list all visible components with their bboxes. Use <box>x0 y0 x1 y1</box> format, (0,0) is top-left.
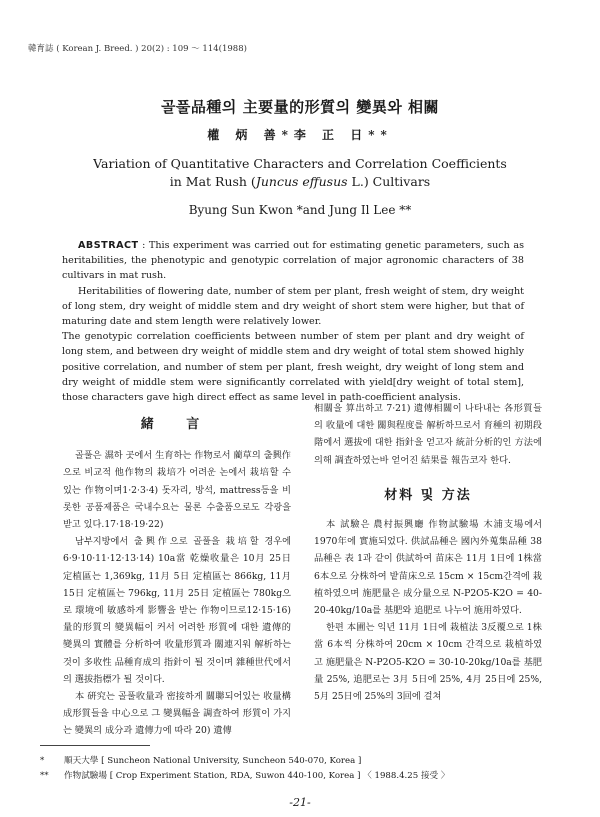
intro-paragraph-3: 本 硏究는 골풀收量과 密接하게 關聯되어있는 收量構成形質들을 中心으로 그 變異幅을 調査하여 形質이 가지는 變異의 成分과 遺傳力에 따라 20) 遺傳 <box>63 691 291 737</box>
abstract-paragraph-2: Heritabilities of flowering date, number of stem per plant, fresh weight of stem, dry weight of long stem, dry weight of middle stem and dry weight of short stem were higher, but that of maturing date and stem length were relatively lower. <box>62 285 524 328</box>
abstract-paragraph-1 <box>62 238 524 284</box>
left-column <box>63 400 291 740</box>
abstract-text-1: : This experiment was carried out for estimating genetic parameters, such as heritabilities, the phenotypic and genotypic correlation of major agronomic characters of 38 cultivars in mat rush. <box>62 240 524 282</box>
english-authors: Byung Sun Kwon *and Jung Il Lee ** <box>188 203 412 217</box>
footnote-1-mark: * <box>40 756 45 766</box>
footnote-1-text: 順天大學 [ Suncheon National University, Suncheon 540-070, Korea ] <box>64 756 362 766</box>
footnotes <box>40 754 560 784</box>
footnote-2 <box>40 769 560 784</box>
korean-authors: 權 炳 善*李 正 日** <box>207 128 393 142</box>
english-title-line-1: Variation of Quantitative Characters and Correlation Coefficients <box>93 156 507 171</box>
introduction-heading: 緒 言 <box>140 417 214 432</box>
journal-citation: 韓育誌 ( Korean J. Breed. ) 20(2) : 109 ～ 114(1988) <box>28 44 247 54</box>
intro-paragraph-1: 골풀은 濕하 곳에서 生育하는 作物로서 藺草의 출興作으로 비교적 他作物의 栽培가 어려운 논에서 栽培할 수 있는 作物이며1·2·3·4) 돗자리, 방석, mattress등을 비롯한 공품제품은 국내수요는 물론 수출품으로도 각광을 받고 있다.17·18·19·22) <box>63 450 291 531</box>
korean-title: 골풀品種의 主要量的形質의 變異와 相關 <box>160 98 440 116</box>
footnote-1 <box>40 754 560 769</box>
english-title <box>0 155 600 191</box>
footnote-divider <box>40 745 150 746</box>
methods-paragraph-2: 한편 本圃는 익년 11月 1日에 栽植法 3反覆으로 1株當 6本씩 分株하여 20cm × 10cm 간격으로 栽植하였고 施肥量은 N-P2O5-K2O = 30-10-20kg/10a를 基肥量 25%, 追肥로는 3月 5日에 25%, 4月 25日에 25%, 5月 25日에 25%의 3回에 걸쳐 <box>314 622 542 703</box>
footnote-2-text: 作物試驗場 [ Crop Experiment Station, RDA, Suwon 440-100, Korea ] 〈 1988.4.25 接受 〉 <box>64 771 450 781</box>
abstract-paragraph-3: The genotypic correlation coefficients between number of stem per plant and dry weight of long stem, and between dry weight of middle stem and dry weight of total stem showed highly positive correlation, and number of stem per plant, fresh weight, dry weight of long stem and dry weight of middle stem were significantly correlated with yield[dry weight of total stem], those characters gave high direct effect as same level in path-coefficient analysis. <box>62 331 524 404</box>
right-column <box>314 400 542 705</box>
english-title-prefix: in Mat Rush ( <box>169 174 256 189</box>
abstract <box>62 238 524 405</box>
intro-paragraph-2: 남부지방에서 출興作으로 골풀을 栽培할 경우에6·9·10·11·12·13·14) 10a當 乾燥收量은 10月 25日 定植區는 1,369kg, 11月 5日 定植區는 866kg, 11月 15日 定植區는 796kg, 11月 25日 定植區는 780kg으로 環境에 敏感하게 影響을 받는 作物이므로12·15·16) 量的形質의 變異幅이 커서 어려한 形質에 대한 遺傳的 變異의 實體를 分析하여 收量形質과 關連지워 解析하는 것이 多收性 品種育成의 指針이 될 것이며 雜種世代에서의 選拔指標가 될 것이다. <box>63 536 291 685</box>
methods-heading: 材料 및 方法 <box>384 487 472 503</box>
footnote-2-mark: ** <box>40 771 49 781</box>
methods-paragraph-1: 本 試驗은 農村振興廳 作物試驗場 木浦支場에서 1970年에 實施되었다. 供試品種은 國內外蒐集品種 38品種은 表 1과 같이 供試하여 苗床은 11月 1日에 1株當 6本으로 分株하여 밭苗床으로 15cm × 15cm간격에 栽植하였으며 施肥量은 成分量으로 N-P2O5-K2O = 40-20-40kg/10a를 基肥와 追肥로 나누어 施用하였다. <box>314 519 542 617</box>
intro-continuation: 相關을 算出하고 7·21) 遺傳相關이 나타내는 各形質들의 收量에 대한 關與程度를 解析하므로서 育種의 初期段階에서 選拔에 대한 指針을 얻고자 統計分析的인 方法에 의해 調査하였는바 얻어진 結果를 報告코자 한다. <box>314 403 542 466</box>
species-name: Juncus effusus <box>255 174 348 189</box>
english-title-suffix: L.) Cultivars <box>347 174 431 189</box>
abstract-label: ABSTRACT <box>78 240 139 251</box>
page-number: -21- <box>289 796 311 809</box>
english-title-line-2 <box>0 173 600 191</box>
